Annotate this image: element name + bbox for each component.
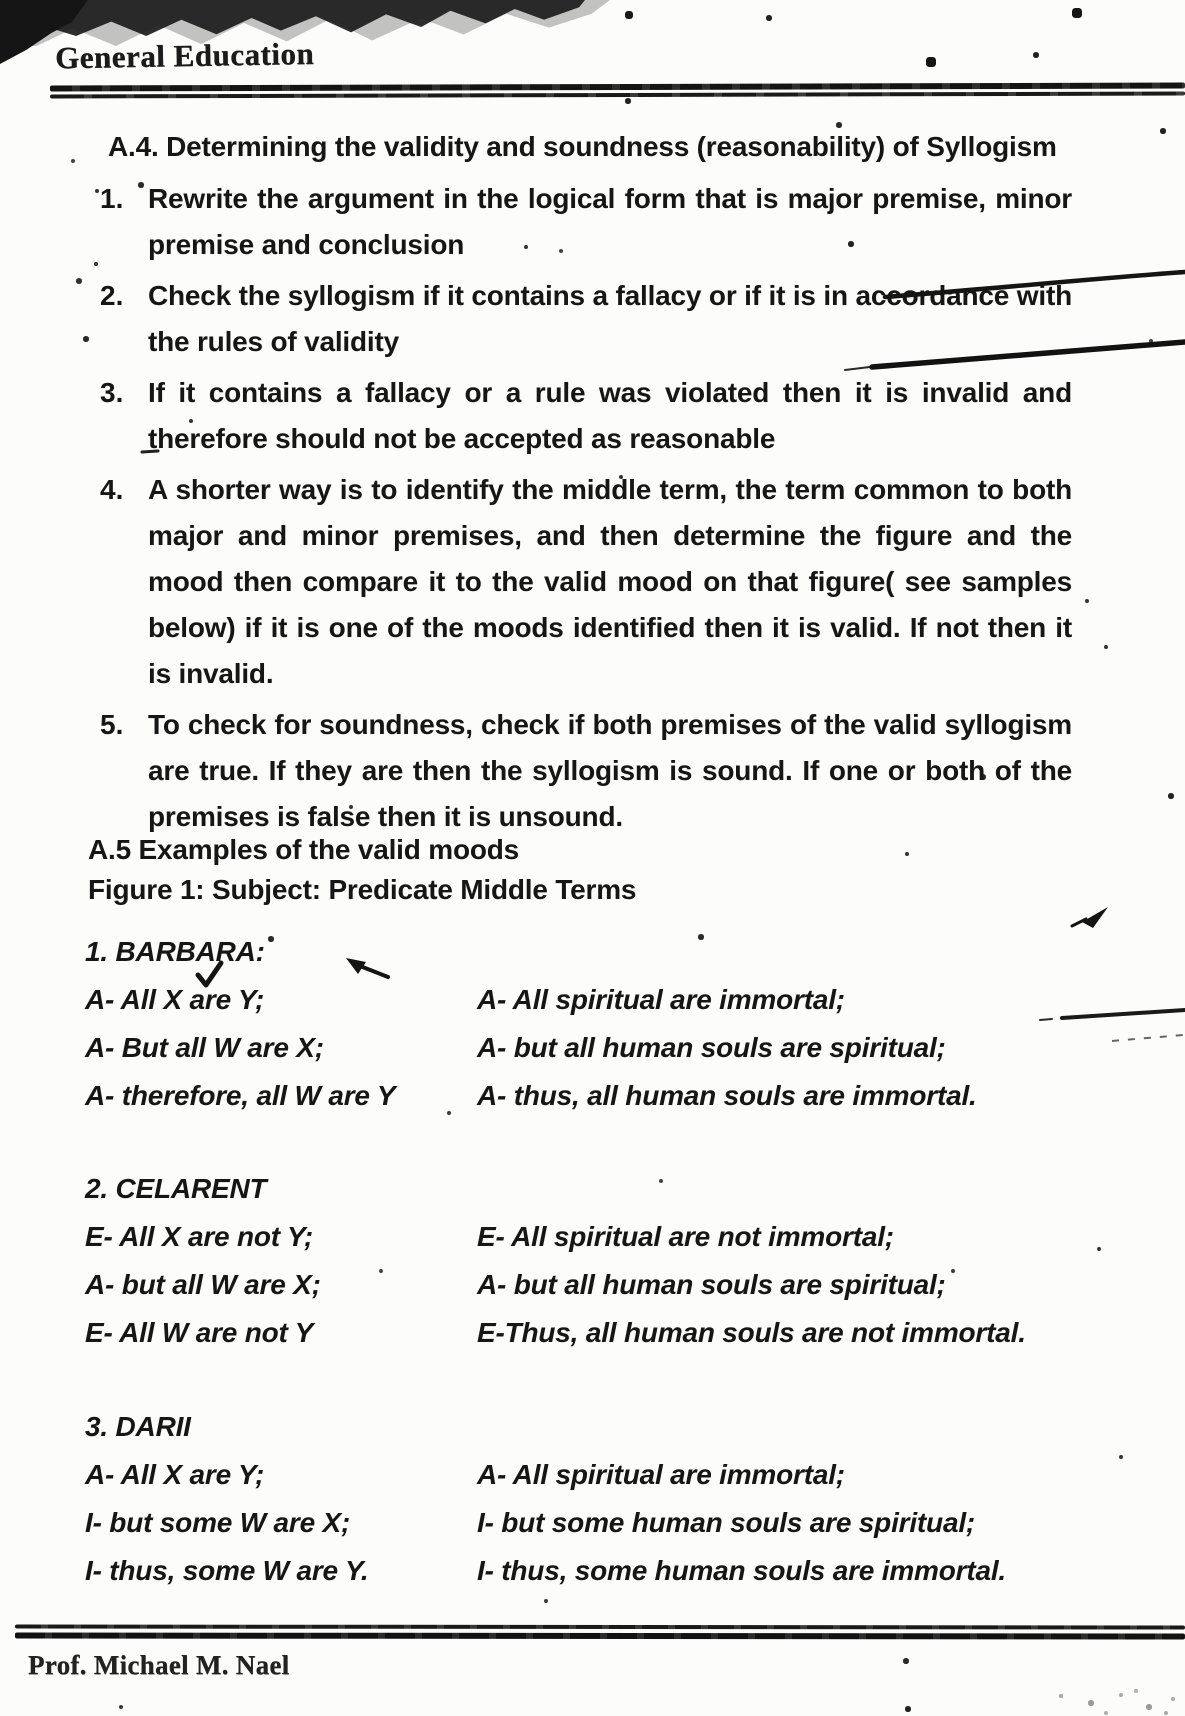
mood-row: [85, 1072, 1125, 1120]
footer-author: Prof. Michael M. Nael: [28, 1650, 290, 1680]
list-item-number: 2.: [100, 280, 124, 311]
mood-form: A- All X are Y;: [85, 1459, 265, 1490]
mood-example: A- but all human souls are spiritual;: [477, 1269, 946, 1300]
list-item-text: Check the syllogism if it contains a fallacy or if it is in accordance with the rules of validity: [148, 280, 1072, 357]
mood-form: A- therefore, all W are Y: [85, 1080, 396, 1111]
mood-row: [85, 976, 1125, 1024]
scan-gray-specks: [0, 0, 2, 2]
footer-double-rule: [15, 1624, 1185, 1639]
mood-row: [85, 1261, 1125, 1309]
mood-form: A- but all W are X;: [85, 1269, 321, 1300]
header-double-rule: [50, 83, 1185, 99]
right-arrowhead-mark: [1082, 907, 1108, 928]
mood-row: [85, 1024, 1125, 1072]
list-item-number: 1.: [100, 183, 124, 214]
list-item-text: If it contains a fallacy or a rule was violated then it is invalid and therefore should not be accepted as reasonable: [148, 377, 1072, 454]
mood-barbara: [85, 928, 1125, 1120]
mood-example: A- but all human souls are spiritual;: [477, 1032, 946, 1063]
list-item-number: 3.: [100, 377, 124, 408]
section-a5-title: A.5 Examples of the valid moods: [88, 834, 520, 865]
list-item: [100, 273, 1072, 365]
right-arrowhead-flick: [1072, 919, 1086, 926]
list-item: [100, 370, 1072, 462]
list-item-text: A shorter way is to identify the middle term, the term common to both major and minor premises, and then determine the figure and the mood then compare it to the valid mood on that figure( see samples below) if it is one of the moods identified then it is valid. If not then it is invalid.: [148, 474, 1072, 689]
mood-form: I- thus, some W are Y.: [85, 1555, 369, 1586]
list-item-number: 4.: [100, 474, 124, 505]
mood-form: A- All X are Y;: [85, 984, 265, 1015]
mood-row: [85, 1309, 1125, 1357]
list-item-number: 5.: [100, 709, 124, 740]
list-item: [100, 702, 1072, 840]
figure1-subtitle: Figure 1: Subject: Predicate Middle Terms: [88, 874, 637, 905]
page-header-title: General Education: [54, 35, 315, 76]
mood-row: [85, 1499, 1125, 1547]
section-a4-title: A.4. Determining the validity and soundness (reasonability) of Syllogism: [108, 131, 1057, 162]
mood-row: [85, 1547, 1125, 1595]
mood-example: E- All spiritual are not immortal;: [477, 1221, 894, 1252]
mood-example: I- but some human souls are spiritual;: [477, 1507, 976, 1538]
mood-form: E- All X are not Y;: [85, 1221, 314, 1252]
mood-darii: [85, 1403, 1125, 1595]
list-item-text: Rewrite the argument in the logical form that is major premise, minor premise and conclusion: [148, 183, 1072, 260]
list-item: [100, 467, 1072, 697]
mood-celarent: [85, 1165, 1125, 1357]
mood-row: [85, 1451, 1125, 1499]
mood-form: I- but some W are X;: [85, 1507, 351, 1538]
section-a4-list: [100, 176, 1072, 845]
rule-line-bottom: [15, 1632, 1185, 1639]
mood-name: 2. CELARENT: [85, 1173, 267, 1204]
mood-name: 1. BARBARA:: [85, 936, 265, 967]
mood-row: [85, 1213, 1125, 1261]
mood-example: A- thus, all human souls are immortal.: [477, 1080, 977, 1111]
mood-example: A- All spiritual are immortal;: [477, 984, 845, 1015]
mood-example: A- All spiritual are immortal;: [477, 1459, 845, 1490]
mood-example: I- thus, some human souls are immortal.: [477, 1555, 1006, 1586]
mood-example: E-Thus, all human souls are not immortal.: [477, 1317, 1026, 1348]
list-item: [100, 176, 1072, 268]
mood-form: E- All W are not Y: [85, 1317, 314, 1348]
list-item-text: To check for soundness, check if both premises of the valid syllogism are true. If they are then the syllogism is sound. If one or both of the premises is false then it is unsound.: [148, 709, 1072, 832]
mood-form: A- But all W are X;: [85, 1032, 324, 1063]
mood-name: 3. DARII: [85, 1411, 191, 1442]
